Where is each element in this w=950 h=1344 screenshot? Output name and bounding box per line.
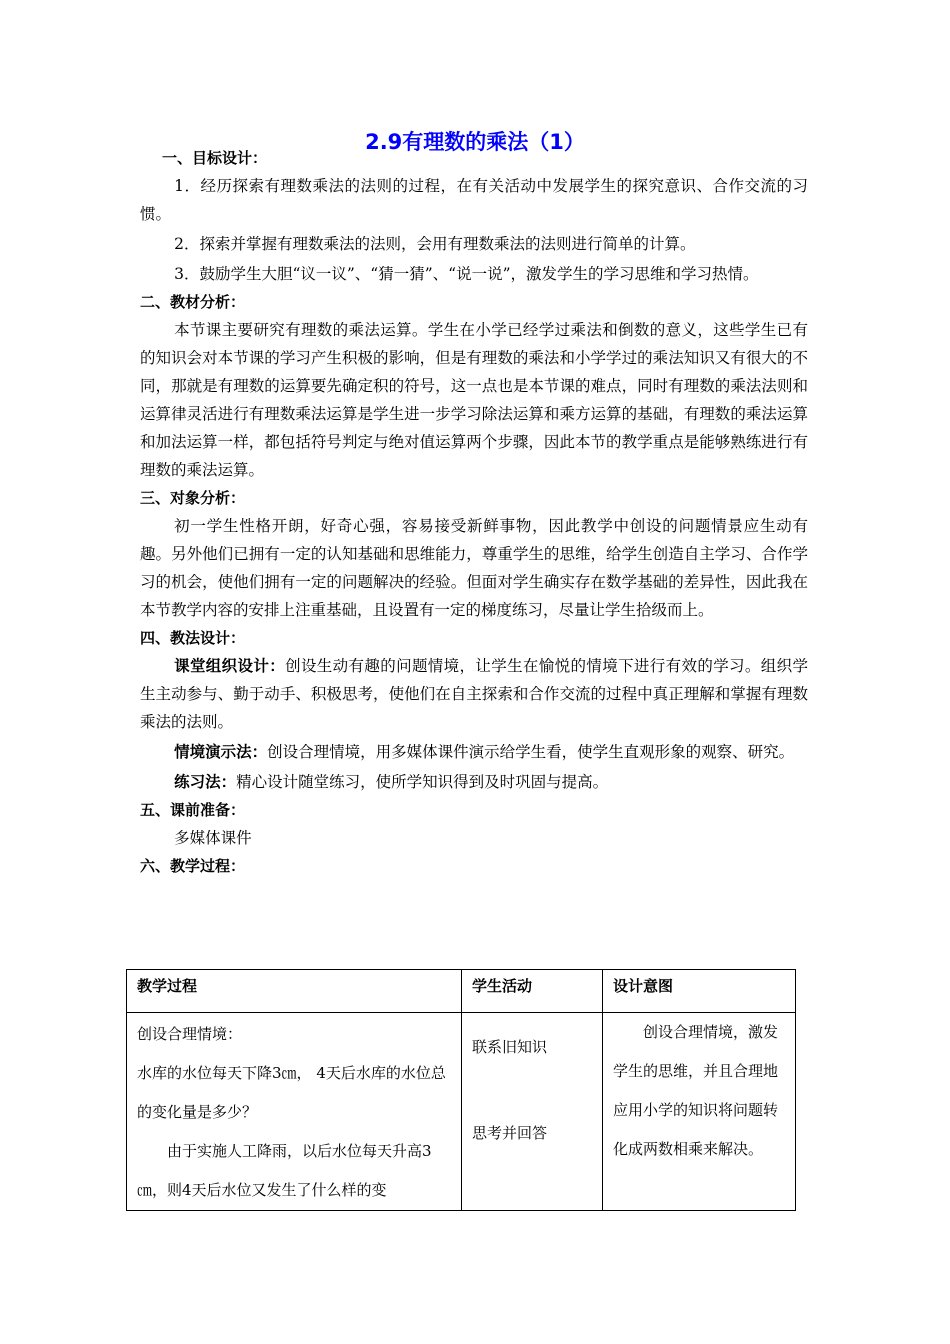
audience-analysis-text: 初一学生性格开朗，好奇心强，容易接受新鲜事物，因此教学中创设的问题情景应生动有趣。另外他们已拥有一定的认知基础和思维能力，尊重学生的思维，给学生创造自主学习、合作学习的机会，使他们拥有一定的问题解决的经验。但面对学生确实存在数学基础的差异性，因此我在本节教学内容的安排上注重基础，且设置有一定的梯度练习，尽量让学生拾级而上。 (140, 517, 808, 619)
process-line: 由于实施人工降雨，以后水位每天升高3㎝，则4天后水位又发生了什么样的变 (137, 1142, 432, 1199)
method-text: 创设生动有趣的问题情境，让学生在愉悦的情境下进行有效的学习。组织学生主动参与、勤于动手、积极思考，使他们在自主探索和合作交流的过程中真正理解和掌握有理数乘法的法则。 (140, 657, 808, 731)
goal-item: 2．探索并掌握有理数乘法的法则，会用有理数乘法的法则进行简单的计算。 (174, 235, 696, 253)
method-label: 练习法： (174, 773, 237, 791)
teaching-process-table (126, 969, 796, 1211)
activity-cell (462, 1013, 603, 1211)
document-body (140, 144, 808, 880)
section-heading-material: 二、教材分析： (140, 293, 246, 311)
method-scenario (140, 738, 808, 766)
section-heading-preparation: 五、课前准备： (140, 801, 246, 819)
activity-item: 思考并回答 (472, 1124, 548, 1142)
section-heading-methods: 四、教法设计： (140, 629, 246, 647)
page-title: 2.9有理数的乘法（1） (365, 130, 585, 154)
method-label: 情境演示法： (174, 743, 268, 761)
section-heading-goals: 一、目标设计： (162, 149, 268, 167)
method-text: 创设合理情境，用多媒体课件演示给学生看，使学生直观形象的观察、研究。 (267, 743, 795, 761)
goal-item: 3．鼓励学生大胆“议一议”、“猜一猜”、“说一说”，激发学生的学习思维和学习热情。 (174, 265, 759, 283)
method-text: 精心设计随堂练习，使所学知识得到及时巩固与提高。 (236, 773, 609, 791)
activity-item: 联系旧知识 (472, 1038, 548, 1056)
table-header-cell: 设计意图 (603, 970, 796, 1013)
process-cell (127, 1013, 462, 1211)
table-header-cell: 学生活动 (462, 970, 603, 1013)
table-header-row (127, 970, 796, 1013)
goal-item: 1．经历探索有理数乘法的法则的过程，在有关活动中发展学生的探究意识、合作交流的习惯。 (140, 177, 808, 223)
method-classroom (140, 652, 808, 736)
section-heading-audience: 三、对象分析： (140, 489, 246, 507)
method-practice (140, 768, 808, 796)
process-line: 水库的水位每天下降3㎝， 4天后水库的水位总的变化量是多少？ (137, 1064, 446, 1121)
table-row (127, 1013, 796, 1211)
process-line: 创设合理情境： (137, 1025, 243, 1043)
section-heading-process: 六、教学过程： (140, 857, 246, 875)
method-label: 课堂组织设计： (174, 657, 286, 675)
material-analysis-text: 本节课主要研究有理数的乘法运算。学生在小学已经学过乘法和倒数的意义，这些学生已有的知识会对本节课的学习产生积极的影响，但是有理数的乘法和小学学过的乘法知识又有很大的不同，那就是有理数的运算要先确定积的符号，这一点也是本节课的难点，同时有理数的乘法法则和运算律灵活进行有理数乘法运算是学生进一步学习除法运算和乘方运算的基础，有理数的乘法运算和加法运算一样，都包括符号判定与绝对值运算两个步骤，因此本节的教学重点是能够熟练进行有理数的乘法运算。 (140, 321, 808, 479)
preparation-text: 多媒体课件 (174, 829, 252, 847)
table-header-cell: 教学过程 (127, 970, 462, 1013)
intent-cell: 创设合理情境，激发学生的思维，并且合理地应用小学的知识将问题转化成两数相乘来解决。 (603, 1013, 796, 1211)
